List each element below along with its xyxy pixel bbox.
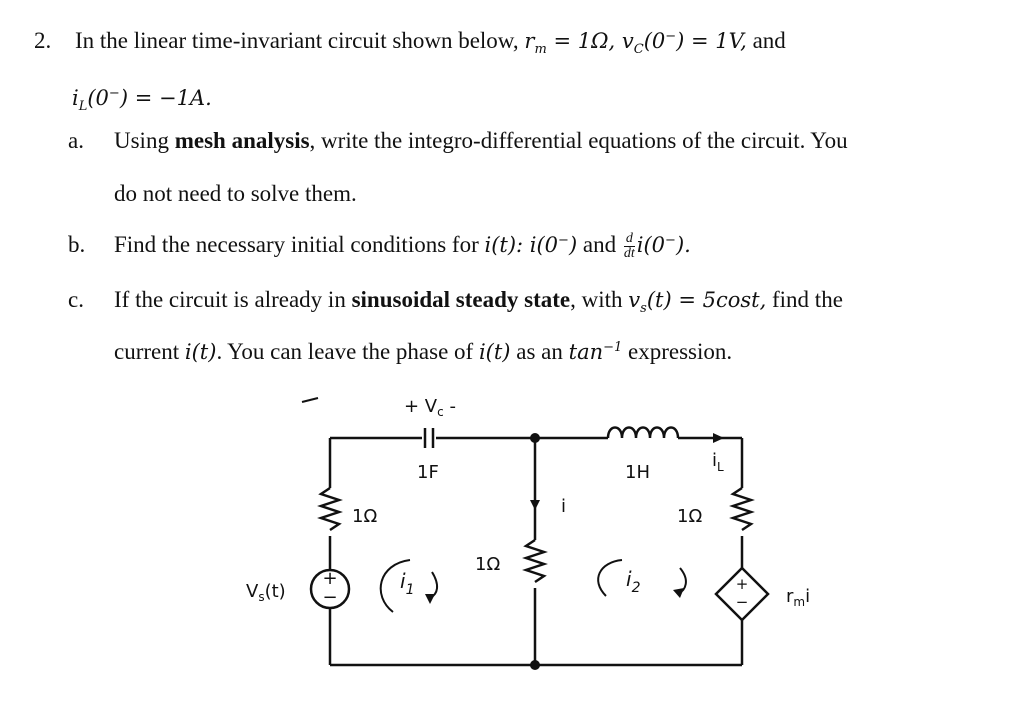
part-c-text-mid: , with	[570, 287, 629, 312]
part-a-text: Using	[114, 128, 175, 153]
node-top-mid	[530, 433, 540, 443]
part-c-line2-mid2: as an	[510, 339, 569, 364]
part-a-label: a.	[68, 128, 84, 153]
problem-intro: In the linear time-invariant circuit shown below,	[75, 28, 519, 53]
il-initial: $i_L(0^-) = -1A$.	[72, 86, 212, 115]
current-expression-2: i(t)	[478, 340, 511, 364]
part-a-bold: mesh analysis	[174, 128, 310, 153]
current-expression: i(t)	[184, 340, 217, 364]
mesh2-arc-left	[598, 560, 622, 596]
part-c-line2-text: current	[114, 339, 185, 364]
part-a-text-2: do not need to solve them.	[114, 181, 357, 206]
mesh2-arrow	[673, 588, 684, 598]
r1-value: 1Ω	[352, 506, 378, 527]
arctan-expression: $\tan^{-1}$	[568, 340, 623, 364]
i-label: i	[561, 496, 567, 517]
part-c-bold: sinusoidal steady state	[351, 287, 571, 312]
vs-plus: +	[322, 568, 338, 589]
il-label: $i_L$	[712, 450, 724, 474]
part-b-math-2: i(0−).	[636, 233, 691, 257]
part-c-line2-end: expression.	[622, 339, 733, 364]
resistor-left	[321, 488, 339, 530]
node-bottom-mid	[530, 660, 540, 670]
il-arrow	[713, 433, 724, 443]
resistor-right	[733, 488, 751, 530]
part-b-math-1: i(t): i(0−)	[484, 233, 578, 257]
inductor-coil	[608, 428, 678, 439]
rm-symbol: $r_m$	[524, 29, 547, 58]
mesh1-arrow	[425, 594, 435, 604]
part-b-text: Find the necessary initial conditions for	[114, 232, 485, 257]
vs-minus: −	[322, 587, 338, 608]
inductor-value: 1H	[625, 462, 650, 483]
dep-plus: +	[735, 575, 749, 593]
part-a-text-post: , write the integro-differential equations of the circuit. You	[309, 128, 848, 153]
r3-value: 1Ω	[677, 506, 703, 527]
mesh1-label: $i_1$	[400, 569, 415, 598]
dependent-source-label: $r_mi$	[786, 586, 811, 609]
vs-label: $V_s(t)$	[246, 581, 286, 604]
r2-value: 1Ω	[475, 554, 501, 575]
part-c-text-post: find the	[766, 287, 843, 312]
vc-initial: $v_C(0^-) = 1V$,	[615, 29, 747, 58]
i-arrow	[530, 500, 540, 510]
part-c-label: c.	[68, 287, 84, 312]
problem-number: 2.	[34, 28, 52, 53]
part-c-text: If the circuit is already in	[114, 287, 352, 312]
vs-expression: $v_s(t) = 5\cos t$,	[628, 288, 767, 317]
mesh2-label: $i_2$	[626, 567, 641, 596]
dep-minus: −	[735, 593, 749, 611]
stray-mark	[302, 398, 318, 402]
part-b-label: b.	[68, 232, 86, 257]
vc-label: + $V_c$ -	[404, 396, 456, 419]
part-c-line2-mid: . You can leave the phase of	[216, 339, 479, 364]
part-b-and: and	[577, 232, 622, 257]
resistor-mid	[526, 540, 544, 582]
capacitor-value: 1F	[417, 462, 439, 483]
derivative-fraction: $\frac{d}{dt}$	[623, 231, 635, 262]
and-text: and	[746, 28, 786, 53]
rm-value: = 1Ω,	[546, 29, 616, 53]
